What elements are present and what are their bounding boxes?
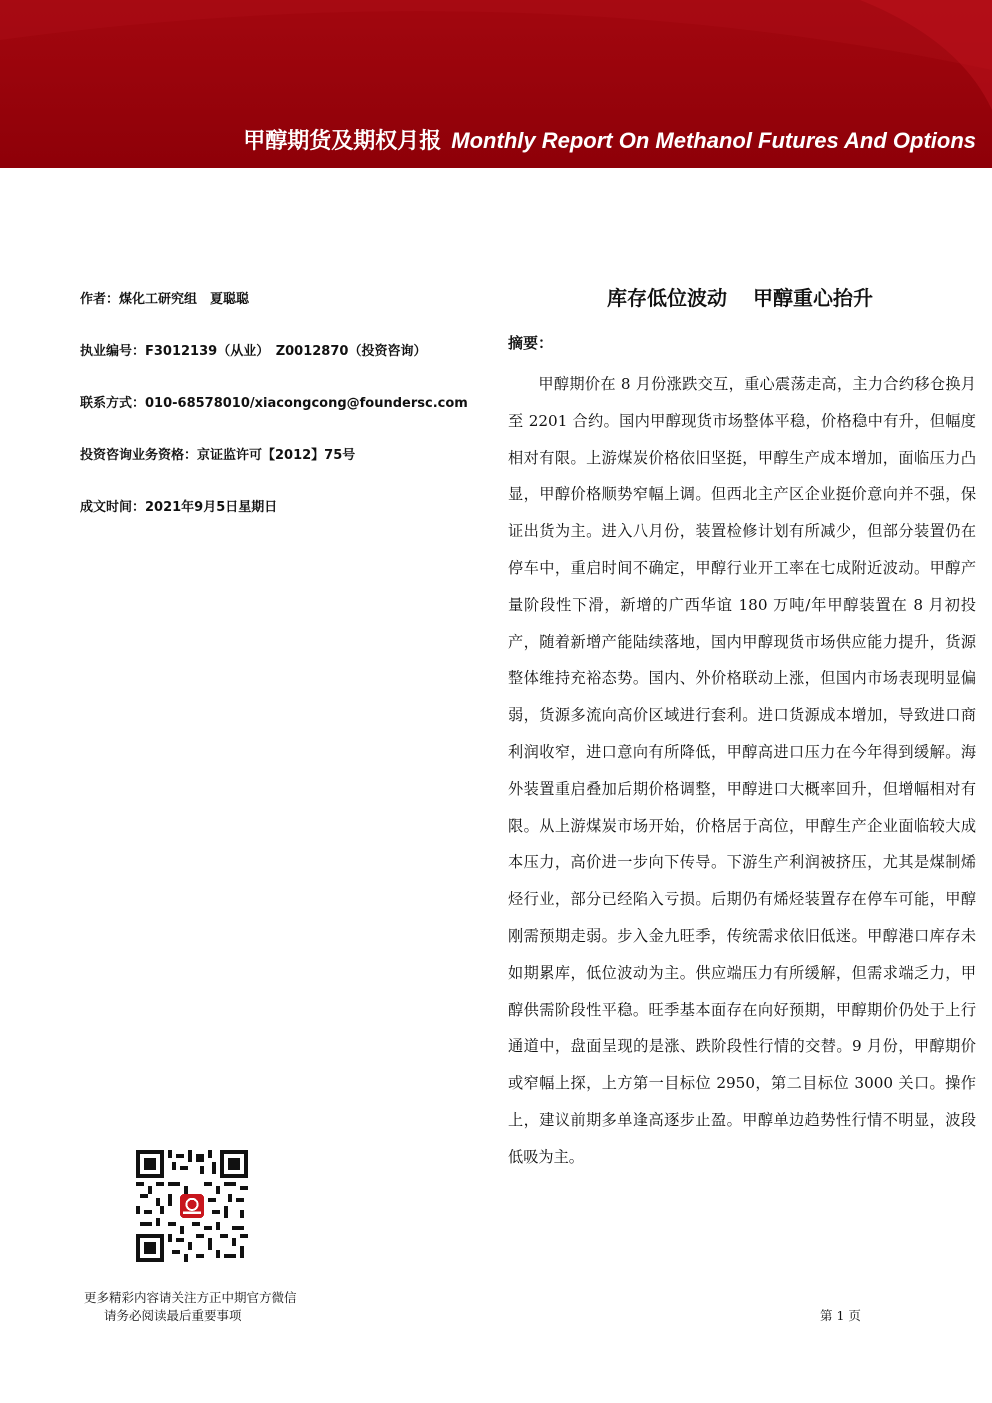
- report-series-title: [243, 124, 976, 155]
- author-info: 作者：煤化工研究组 夏聪聪: [80, 292, 250, 307]
- report-title-part2: 甲醇重心抬升: [753, 286, 873, 310]
- report-title: [508, 282, 972, 311]
- wechat-qr-code: [136, 1150, 248, 1262]
- qualification-info: 投资咨询业务资格：京证监许可【2012】75号: [80, 448, 356, 463]
- disclaimer-note: 请务必阅读最后重要事项: [104, 1308, 242, 1323]
- page-number: 第 1 页: [820, 1308, 861, 1323]
- header-banner: [0, 0, 992, 168]
- wechat-follow-note: 更多精彩内容请关注方正中期官方微信: [84, 1290, 297, 1305]
- series-title-cn: 甲醇期货及期权月报: [243, 129, 442, 154]
- abstract-text: 甲醇期价在 8 月份涨跌交互，重心震荡走高，主力合约移仓换月至 2201 合约。国内甲醇现货市场整体平稳，价格稳中有升，但幅度相对有限。上游煤炭价格依旧坚挺，甲醇生产成本增加，面临压力凸显，甲醇价格顺势窄幅上调。但西北主产区企业挺价意向并不强，保证出货为主。进入八月份，装置检修计划有所减少，但部分装置仍在停车中，重启时间不确定，甲醇行业开工率在七成附近波动。甲醇产量阶段性下滑，新增的广西华谊 180 万吨/年甲醇装置在 8 月初投产，随着新增产能陆续落地，国内甲醇现货市场供应能力提升，货源整体维持充裕态势。国内、外价格联动上涨，但国内市场表现明显偏弱，货源多流向高价区域进行套利。进口货源成本增加，导致进口商利润收窄，进口意向有所降低，甲醇高进口压力在今年得到缓解。海外装置重启叠加后期价格调整，甲醇进口大概率回升，但增幅相对有限。从上游煤炭市场开始，价格居于高位，甲醇生产企业面临较大成本压力，高价进一步向下传导。下游生产利润被挤压，尤其是煤制烯烃行业，部分已经陷入亏损。后期仍有烯烃装置存在停车可能，甲醇刚需预期走弱。步入金九旺季，传统需求依旧低迷。甲醇港口库存未如期累库，低位波动为主。供应端压力有所缓解，但需求端乏力，甲醇供需阶段性平稳。旺季基本面存在向好预期，甲醇期价仍处于上行通道中，盘面呈现的是涨、跌阶段性行情的交替。9 月份，甲醇期价或窄幅上探，上方第一目标位 2950，第二目标位 3000 关口。操作上，建议前期多单逢高逐步止盈。甲醇单边趋势性行情不明显，波段低吸为主。: [508, 375, 976, 1166]
- license-number: 执业编号：F3012139（从业） Z0012870（投资咨询）: [80, 344, 427, 359]
- series-title-en: Monthly Report On Methanol Futures And Options: [451, 128, 976, 153]
- contact-info: 联系方式：010-68578010/xiacongcong@foundersc.com: [80, 396, 468, 411]
- abstract-label: 摘要：: [508, 334, 554, 352]
- report-title-part1: 库存低位波动: [607, 286, 727, 310]
- publish-date: 成文时间：2021年9月5日星期日: [80, 500, 278, 515]
